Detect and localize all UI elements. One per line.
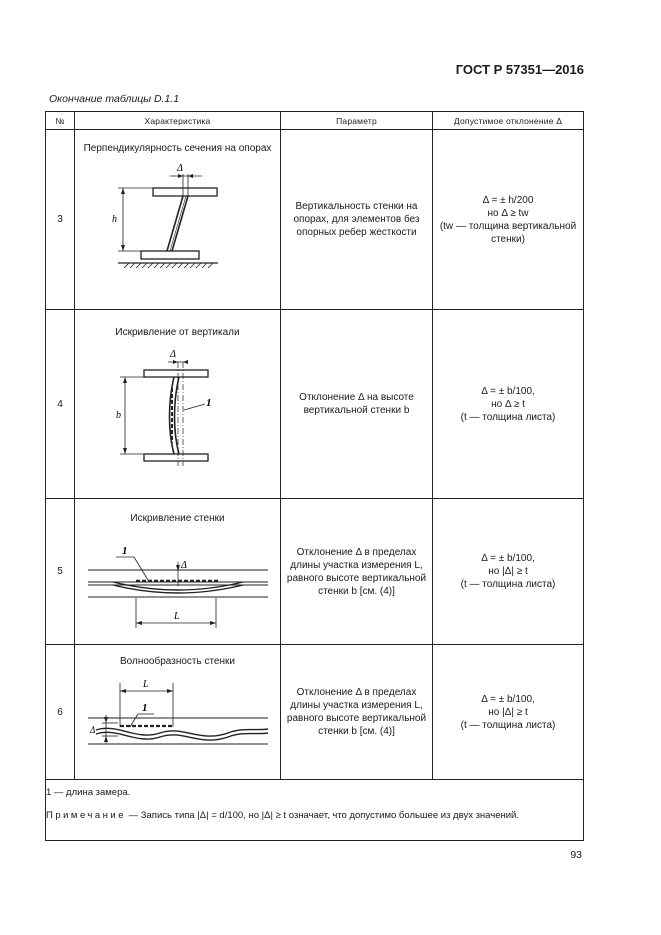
callout-1-label: 1: [205, 396, 211, 409]
characteristic-cell: [75, 130, 281, 310]
callout-1-label: 1: [141, 701, 147, 714]
tolerance-table: [45, 111, 584, 841]
deviation-line: стенки): [491, 233, 525, 245]
col-header-characteristic: Характеристика: [75, 112, 281, 130]
callout-1-label: 1: [121, 545, 127, 557]
vertical-deviation-diagram: [98, 342, 258, 472]
deviation-cell: [433, 310, 584, 499]
deviation-line: Δ = ± b/100,: [481, 693, 535, 705]
delta-label: Δ: [176, 163, 183, 174]
footnote-row: [46, 780, 584, 841]
characteristic-cell: [75, 310, 281, 499]
characteristic-title: Перпендикулярность сечения на опорах: [83, 143, 272, 154]
deviation-line: (t — толщина листа): [460, 579, 556, 590]
table-row: [46, 130, 584, 310]
deviation-line: но |Δ| ≥ t: [488, 706, 528, 718]
table-row: [46, 310, 584, 499]
footnote-cell: [46, 780, 584, 841]
page-number: 93: [570, 849, 582, 861]
parameter-cell: Отклонение Δ в пределах длины участка измерения L, равного высоте вертикальной стенки b [см. (4)]: [281, 645, 433, 780]
characteristic-title: Искривление стенки: [130, 513, 225, 524]
characteristic-cell: [75, 499, 281, 645]
deviation-line: но Δ ≥ tw: [487, 207, 529, 219]
characteristic-title: Искривление от вертикали: [115, 326, 240, 338]
col-header-parameter: Параметр: [281, 112, 433, 130]
deviation-line: но |Δ| ≥ t: [488, 566, 528, 577]
col-header-deviation: Допустимое отклонение Δ: [433, 112, 584, 130]
table-header-row: [46, 112, 584, 130]
b-label: b: [115, 409, 121, 421]
table-row: [46, 499, 584, 645]
deviation-cell: [433, 499, 584, 645]
web-waviness-diagram: [88, 671, 268, 763]
parameter-cell: Отклонение Δ в пределах длины участка измерения L, равного высоте вертикальной стенки b [см. (4)]: [281, 499, 433, 645]
deviation-line: Δ = ± b/100,: [481, 553, 535, 564]
L-label: L: [173, 611, 180, 622]
delta-label: Δ: [169, 348, 176, 360]
deviation-line: Δ = ± h/200: [482, 194, 534, 206]
deviation-cell: [433, 645, 584, 780]
deviation-line: (t — толщина листа): [460, 411, 556, 423]
table-row: [46, 645, 584, 780]
standard-code: ГОСТ Р 57351—2016: [455, 62, 584, 77]
parameter-cell: Отклонение Δ на высоте вертикальной стенки b: [281, 310, 433, 499]
characteristic-cell: [75, 645, 281, 780]
row-number: 5: [46, 499, 75, 645]
col-header-number: №: [46, 112, 75, 130]
row-number: 6: [46, 645, 75, 780]
footnote-text: 1 — длина замера.: [46, 787, 131, 798]
parameter-cell: Вертикальность стенки на опорах, для элементов без опорных ребер жесткости: [281, 130, 433, 310]
note-prefix: Примечание: [46, 810, 126, 821]
L-label: L: [142, 678, 149, 690]
deviation-line: (tw — толщина вертикальной: [439, 220, 577, 232]
perpendicularity-diagram: [98, 158, 258, 268]
deviation-line: (t — толщина листа): [460, 719, 556, 731]
deviation-line: Δ = ± b/100,: [481, 385, 535, 397]
web-curvature-diagram: [88, 528, 268, 628]
table-caption: Окончание таблицы D.1.1: [49, 93, 180, 105]
row-number: 4: [46, 310, 75, 499]
row-number: 3: [46, 130, 75, 310]
delta-label: Δ: [89, 724, 95, 735]
note-text: — Запись типа |Δ| = d/100, но |Δ| ≥ t означает, что допустимо большее из двух значений.: [128, 810, 519, 821]
delta-label: Δ: [180, 560, 187, 571]
characteristic-title: Волнообразность стенки: [120, 655, 235, 667]
deviation-cell: [433, 130, 584, 310]
note-paragraph: [46, 810, 583, 821]
deviation-line: но Δ ≥ t: [491, 398, 525, 410]
h-label: h: [111, 214, 117, 225]
